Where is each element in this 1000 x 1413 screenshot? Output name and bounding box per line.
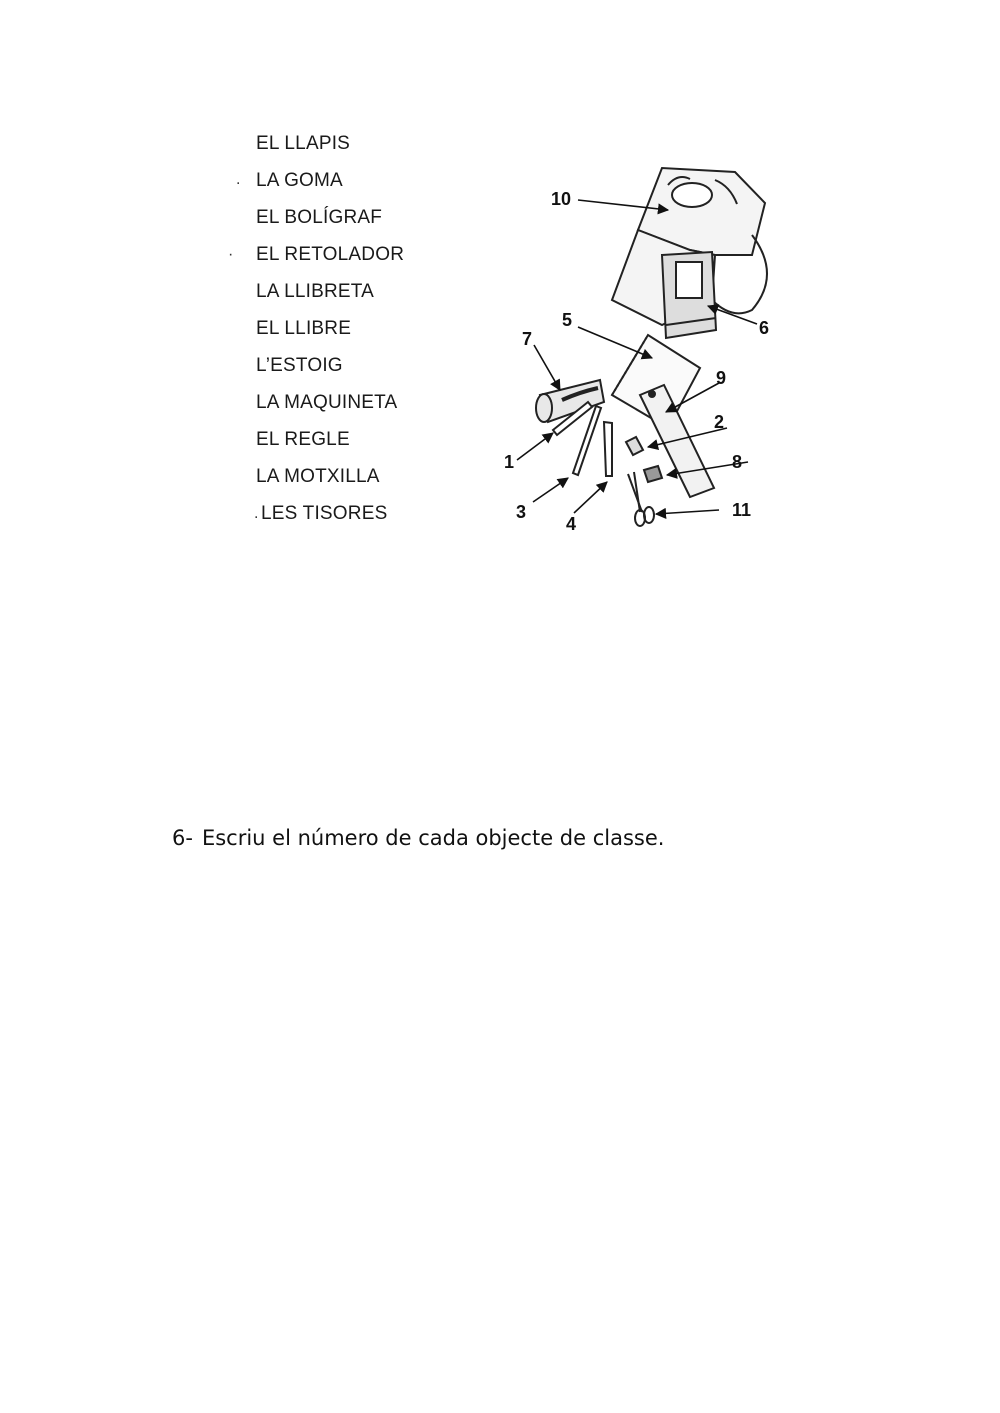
- word-regle: EL REGLE: [256, 429, 350, 450]
- stray-mark: .: [254, 505, 259, 522]
- callout-2: 2: [714, 412, 725, 432]
- exercise-instruction: [172, 826, 664, 850]
- school-supplies-illustration: [495, 158, 795, 538]
- exercise-number: 6-: [172, 826, 193, 850]
- word-retolador: EL RETOLADOR: [256, 244, 405, 265]
- sharpener-icon: [644, 466, 662, 482]
- callout-8: 8: [732, 452, 743, 472]
- callout-5: 5: [562, 310, 573, 330]
- callout-6: 6: [759, 318, 770, 338]
- marker-icon: [604, 422, 612, 476]
- word-tisores: LES TISORES: [261, 503, 388, 524]
- word-goma: LA GOMA: [256, 170, 343, 191]
- callout-11: 11: [732, 500, 752, 520]
- word-boligraf: EL BOLÍGRAF: [256, 207, 383, 228]
- callout-9: 9: [716, 368, 727, 388]
- callout-3: 3: [516, 502, 527, 522]
- eraser-icon: [626, 437, 643, 455]
- callout-4: 4: [566, 514, 577, 534]
- word-llibreta: LA LLIBRETA: [256, 281, 375, 302]
- word-estoig: L’ESTOIG: [256, 355, 343, 376]
- book-icon: [662, 252, 716, 338]
- word-maquineta: LA MAQUINETA: [256, 392, 398, 413]
- callout-10: 10: [551, 189, 572, 209]
- callout-7: 7: [522, 329, 533, 349]
- word-llibre: EL LLIBRE: [256, 318, 352, 339]
- stray-mark: ·: [228, 246, 234, 263]
- word-llapis: EL LLAPIS: [256, 133, 351, 154]
- word-motxilla: LA MOTXILLA: [256, 466, 380, 487]
- stray-mark: .: [236, 171, 241, 188]
- exercise-text: Escriu el número de cada objecte de classe.: [201, 826, 665, 850]
- callout-1: 1: [504, 452, 515, 472]
